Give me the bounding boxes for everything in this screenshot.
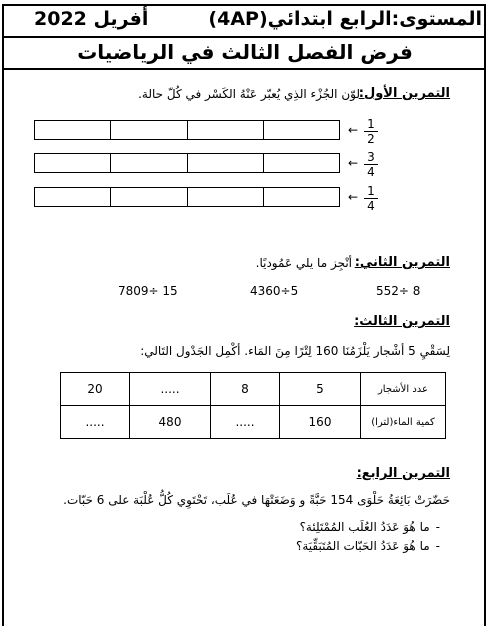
header-divider	[2, 36, 486, 38]
bar-segment[interactable]	[110, 188, 186, 206]
operation-3: 7809÷ 15	[118, 284, 178, 298]
operation-2: 4360÷5	[250, 284, 299, 298]
table-cell[interactable]: .....	[61, 406, 130, 439]
fraction-bar-1[interactable]	[34, 120, 340, 140]
date-label: أفريل 2022	[34, 8, 149, 30]
question-bullet: -	[435, 520, 440, 534]
exercise1-title: التمرين الأول:	[358, 86, 450, 101]
fraction-1	[364, 117, 378, 146]
exercise2-instruction: أنْجِز ما يلي عَمُوديًا.	[255, 256, 352, 270]
bar-segment[interactable]	[35, 188, 110, 206]
page-title: فرض الفصل الثالث في الرياضيات	[77, 40, 413, 64]
arrow-1: ←	[348, 123, 359, 137]
table-cell[interactable]: 20	[61, 373, 130, 406]
bar-segment[interactable]	[187, 154, 263, 172]
table-cell[interactable]: .....	[210, 406, 279, 439]
table-row-header: كمية الماء(لترا)	[361, 406, 446, 439]
question-bullet: -	[435, 539, 440, 553]
bar-segment[interactable]	[187, 121, 263, 139]
table-row-header: عدد الأشجار	[361, 373, 446, 406]
water-table	[60, 372, 446, 439]
table-cell[interactable]: 480	[130, 406, 211, 439]
table-row	[61, 373, 446, 406]
exercise2-title: التمرين الثاني:	[354, 255, 450, 270]
bar-segment[interactable]	[110, 154, 186, 172]
fraction-3-numerator: 1	[364, 184, 378, 199]
fraction-2-denominator: 4	[367, 165, 375, 179]
level-label: المستوى:الرابع ابتدائي(4AP)	[208, 8, 482, 30]
exercise3-title: التمرين الثالث:	[354, 314, 450, 329]
frame-right	[484, 70, 486, 626]
exercise4-statement: حَضّرَتْ بَائِعَةُ حَلْوَى 154 حَبَّةً و وَضَعَتْهَا في عُلَب، تَحْتَوِي كُلُّ عُلْبَة على 6 حَبّات.	[63, 493, 450, 507]
question-1	[300, 520, 440, 534]
operation-1: 552÷ 8	[376, 284, 421, 298]
question-1-text: ما هُوَ عَدَدُ العُلَب المُمْتَلِئة؟	[299, 520, 430, 534]
question-2	[296, 539, 440, 553]
table-cell[interactable]: 8	[210, 373, 279, 406]
table-cell[interactable]: 160	[280, 406, 361, 439]
bar-segment[interactable]	[35, 121, 110, 139]
fraction-1-numerator: 1	[364, 117, 378, 132]
table-row	[61, 406, 446, 439]
bar-segment[interactable]	[263, 154, 339, 172]
fraction-3-denominator: 4	[367, 199, 375, 213]
bar-segment[interactable]	[187, 188, 263, 206]
fraction-1-denominator: 2	[367, 132, 375, 146]
fraction-bar-3[interactable]	[34, 187, 340, 207]
bar-segment[interactable]	[110, 121, 186, 139]
frame-left	[2, 70, 4, 626]
exercise3-instruction: لِسَقْيِ 5 أشْجار يَلْزَمُنَا 160 لِتْرًا مِنَ المَاء. أكْمِل الجَدْول التَالي:	[140, 344, 450, 358]
fraction-2-numerator: 3	[364, 150, 378, 165]
bar-segment[interactable]	[263, 121, 339, 139]
bar-segment[interactable]	[263, 188, 339, 206]
bar-segment[interactable]	[35, 154, 110, 172]
exercise4-title: التمرين الرابع:	[356, 466, 450, 481]
fraction-2	[364, 150, 378, 179]
exercise1-instruction: لوّن الجُزْء الذِي يُعبّر عَنْهُ الكَسْر في كُلّ حالة.	[138, 87, 360, 101]
question-2-text: ما هُوَ عَدَدُ الحَبّات المُتَبَقِّيَة؟	[296, 539, 430, 553]
fraction-bar-2[interactable]	[34, 153, 340, 173]
arrow-3: ←	[348, 190, 359, 204]
table-cell[interactable]: .....	[130, 373, 211, 406]
table-cell[interactable]: 5	[280, 373, 361, 406]
arrow-2: ←	[348, 156, 359, 170]
fraction-3	[364, 184, 378, 213]
